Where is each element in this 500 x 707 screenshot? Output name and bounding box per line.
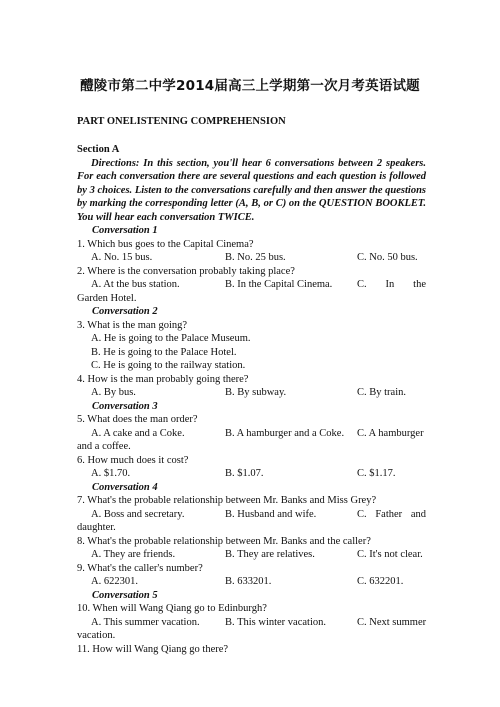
conversation-heading: Conversation 5 <box>92 589 158 601</box>
option-a: A. By bus. <box>91 387 136 398</box>
question-5: 5. What does the man order? <box>77 414 198 425</box>
option-c: C. Next summer <box>357 616 427 628</box>
option-c-word: Father <box>375 508 403 520</box>
option-b: B. No. 25 bus. <box>225 252 286 263</box>
option-c: C. 632201. <box>357 576 404 587</box>
option-c-word: the <box>413 279 426 290</box>
option-c <box>357 278 426 292</box>
conversation-heading: Conversation 1 <box>92 225 158 236</box>
question-3: 3. What is the man going? <box>77 319 188 331</box>
option-b: B. He is going to the Palace Hotel. <box>91 346 237 358</box>
directions <box>77 157 426 225</box>
option-b: B. This winter vacation. <box>225 616 326 628</box>
option-c: C. $1.17. <box>357 468 396 479</box>
option-c-continuation: vacation. <box>77 630 116 641</box>
option-c-word: In <box>385 279 395 290</box>
directions-text: Directions: In this section, you'll hear 6 conversations between 2 speakers. For each conversation there are several questions and each question is followed by 3 choices. Listen to the conversations carefully and then answer the questions by marking the corresponding letter (A, B, or C) on the QUESTION BOOKLET. You will hear each conversation TWICE. <box>77 157 426 223</box>
option-c <box>357 508 426 522</box>
question-4-options <box>77 386 426 400</box>
option-c: C. A hamburger <box>357 427 424 439</box>
option-a: A. He is going to the Palace Museum. <box>91 333 251 344</box>
option-b: B. A hamburger and a Coke. <box>225 427 345 439</box>
question-2: 2. Where is the conversation probably taking place? <box>77 265 295 277</box>
option-c: C. It's not clear. <box>357 549 423 560</box>
option-c: C. He is going to the railway station. <box>91 360 246 371</box>
option-c-continuation: daughter. <box>77 522 116 533</box>
question-10-options <box>77 616 426 630</box>
option-c-continuation: Garden Hotel. <box>77 292 137 304</box>
conversation-heading: Conversation 3 <box>92 400 158 412</box>
option-c: C. By train. <box>357 387 406 398</box>
question-9: 9. What's the caller's number? <box>77 562 203 574</box>
option-c-continuation: and a coffee. <box>77 441 131 452</box>
question-5-options <box>77 427 426 441</box>
conversation-heading: Conversation 2 <box>92 306 158 317</box>
option-c-word: and <box>410 508 426 520</box>
question-7: 7. What's the probable relationship between Mr. Banks and Miss Grey? <box>77 495 377 506</box>
option-a: A. At the bus station. <box>91 279 180 290</box>
question-1: 1. Which bus goes to the Capital Cinema? <box>77 238 254 250</box>
option-b: B. Husband and wife. <box>225 508 317 520</box>
option-b: B. By subway. <box>225 387 287 398</box>
exam-content <box>77 143 426 656</box>
section-heading: Section A <box>77 144 120 155</box>
option-a: A. A cake and a Coke. <box>91 427 185 439</box>
question-8: 8. What's the probable relationship between Mr. Banks and the caller? <box>77 535 371 547</box>
question-8-options <box>77 548 426 562</box>
question-7-options <box>77 508 426 522</box>
option-c-label: C. <box>357 508 367 520</box>
question-6: 6. How much does it cost? <box>77 454 189 466</box>
question-1-options <box>77 251 426 265</box>
option-a: A. Boss and secretary. <box>91 508 185 520</box>
option-c: C. No. 50 bus. <box>357 252 418 263</box>
option-b: B. They are relatives. <box>225 549 315 560</box>
part-heading: PART ONELISTENING COMPREHENSION <box>77 116 286 127</box>
question-2-options <box>77 278 426 292</box>
option-c-label: C. <box>357 279 367 290</box>
question-10: 10. When will Wang Qiang go to Edinburgh? <box>77 603 267 614</box>
question-11: 11. How will Wang Qiang go there? <box>77 643 229 655</box>
conversation-heading: Conversation 4 <box>92 481 158 493</box>
question-6-options <box>77 467 426 481</box>
option-b: B. 633201. <box>225 576 272 587</box>
option-a: A. $1.70. <box>91 468 131 479</box>
option-a: A. This summer vacation. <box>91 616 200 628</box>
option-a: A. 622301. <box>91 576 138 587</box>
option-a: A. No. 15 bus. <box>91 252 153 263</box>
question-9-options <box>77 575 426 589</box>
option-b: B. $1.07. <box>225 468 264 479</box>
option-b: B. In the Capital Cinema. <box>225 279 333 290</box>
question-4: 4. How is the man probably going there? <box>77 373 249 385</box>
page-title: 醴陵市第二中学2014届高三上学期第一次月考英语试题 <box>80 78 420 94</box>
option-a: A. They are friends. <box>91 549 176 560</box>
